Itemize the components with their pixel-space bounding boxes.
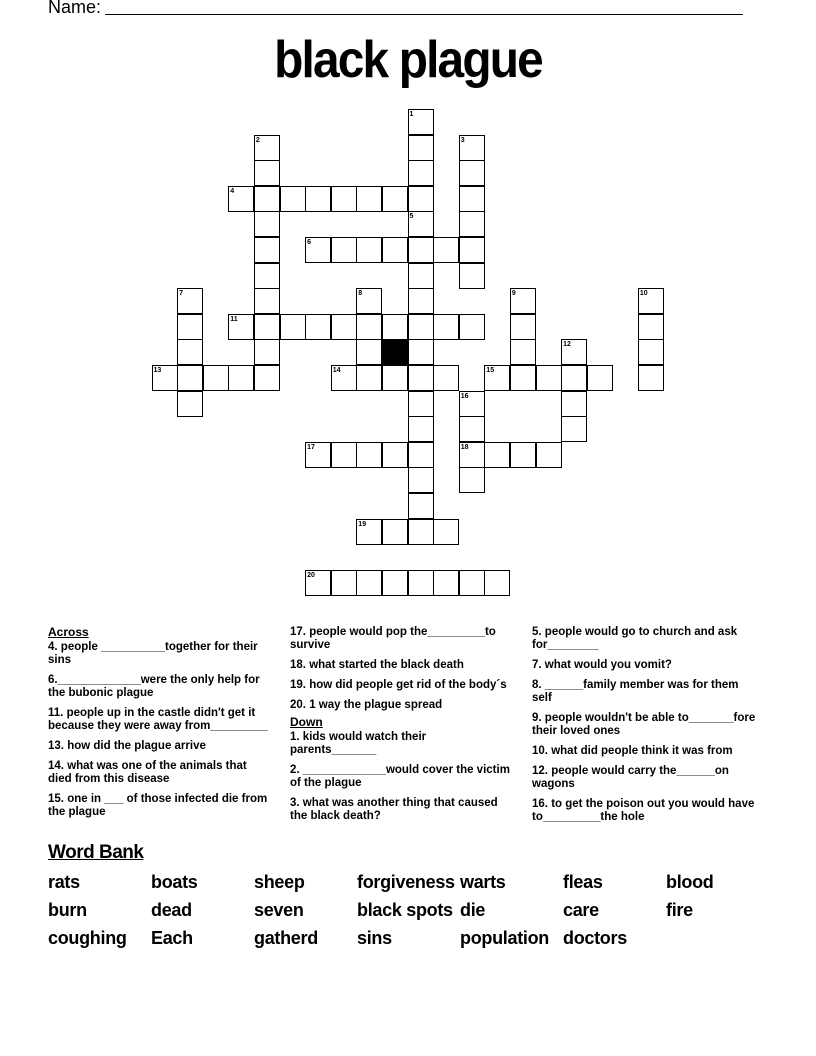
clue-across-18: 18. what started the black death [290,659,464,671]
crossword-cell[interactable] [382,442,408,468]
crossword-cell[interactable] [382,186,408,212]
clue-down-8: 8. ______family member was for them self [532,679,739,704]
word-bank-word: gatherd [254,928,318,948]
crossword-cell[interactable] [510,339,536,365]
crossword-cell[interactable] [408,135,434,161]
crossword-cell[interactable] [561,416,587,442]
crossword-cell[interactable] [459,467,485,493]
crossword-cell[interactable] [356,442,382,468]
crossword-cell[interactable] [459,416,485,442]
crossword-cell[interactable] [203,365,229,391]
crossword-cell[interactable] [408,391,434,417]
word-bank-word: die [460,900,486,920]
across-heading: Across [48,625,89,639]
crossword-cell[interactable] [331,186,357,212]
clue-number: 13 [153,367,162,374]
down-heading: Down [290,715,323,729]
crossword-cell[interactable] [510,365,536,391]
crossword-cell[interactable] [408,519,434,545]
crossword-cell[interactable] [536,365,562,391]
clue-across-6: 6._____________were the only help for the bubonic plague [48,674,260,699]
crossword-cell[interactable] [382,314,408,340]
word-bank-word: population [460,928,549,948]
crossword-cell[interactable] [408,416,434,442]
crossword-cell[interactable] [408,263,434,289]
crossword-cell[interactable] [433,365,459,391]
word-bank-word: fire [666,900,693,920]
crossword-cell[interactable] [638,365,664,391]
word-bank-word: sins [357,928,392,948]
clue-across-20: 20. 1 way the plague spread [290,699,443,711]
clue-number: 6 [307,239,311,246]
word-bank-word: care [563,900,599,920]
crossword-cell[interactable] [408,288,434,314]
crossword-cell[interactable] [408,314,434,340]
crossword-cell[interactable] [356,570,382,596]
clue-down-5: 5. people would go to church and ask for________ [532,626,738,651]
clue-number: 2 [255,136,260,144]
clue-down-3: 3. what was another thing that caused the black death? [290,797,498,822]
clue-across-14: 14. what was one of the animals that died from this disease [48,760,247,785]
crossword-cell[interactable] [638,339,664,365]
word-bank-word: Each [151,928,193,948]
crossword-cell[interactable] [536,442,562,468]
clue-number: 12 [563,341,571,349]
clues-column-2 [290,626,512,830]
crossword-cell[interactable] [254,237,280,263]
crossword-cell[interactable] [459,570,485,596]
crossword-cell[interactable] [356,314,382,340]
clue-number: 17 [307,443,315,451]
crossword-cell[interactable] [587,365,613,391]
clue-across-11: 11. people up in the castle didn't get it because they were away from_________ [48,707,268,732]
clues-column-1 [48,626,270,826]
clue-down-9: 9. people wouldn't be able to_______fore their loved ones [532,712,756,737]
clue-down-2: 2. _____________would cover the victim of the plague [290,764,510,789]
page-title: black plague [274,31,542,89]
crossword-cell[interactable] [331,442,357,468]
crossword-cell[interactable] [433,314,459,340]
clue-across-4: 4. people __________together for their sins [48,641,258,666]
crossword-cell[interactable] [280,314,306,340]
clue-number: 10 [639,290,648,298]
word-bank [48,872,766,950]
clue-number: 19 [358,520,367,528]
clue-number: 20 [307,571,315,579]
clue-across-17: 17. people would pop the_________to survive [290,626,496,651]
crossword-cell[interactable] [408,339,434,365]
clue-number: 9 [511,290,516,298]
word-bank-word: fleas [563,872,603,892]
crossword-cell[interactable] [510,442,536,468]
crossword-cell[interactable] [408,442,434,468]
crossword-cell[interactable] [408,365,434,391]
name-label: Name: [48,0,102,17]
crossword-cell[interactable] [356,237,382,263]
clue-across-19: 19. how did people get rid of the body´s [290,679,507,691]
word-bank-word: rats [48,872,80,892]
word-bank-word: boats [151,872,198,892]
crossword-cell[interactable] [177,339,203,365]
clue-down-10: 10. what did people think it was from [532,745,733,757]
crossword-cell[interactable] [561,365,587,391]
crossword-black-cell [382,339,408,365]
crossword-cell[interactable] [408,160,434,186]
clue-across-15: 15. one in ___ of those infected die from the plague [48,793,268,818]
word-bank-title: Word Bank [48,842,144,863]
clue-number: 4 [230,187,235,195]
crossword-cell[interactable] [356,186,382,212]
clue-number: 14 [332,367,341,374]
word-bank-word: warts [460,872,506,892]
crossword-cell[interactable] [459,263,485,289]
clue-down-7: 7. what would you vomit? [532,659,672,671]
crossword-cell[interactable] [382,570,408,596]
word-bank-word: burn [48,900,87,920]
crossword-cell[interactable] [356,339,382,365]
clue-number: 5 [409,213,414,221]
crossword-cell[interactable] [510,314,536,340]
crossword-cell[interactable] [382,365,408,391]
crossword-cell[interactable] [433,237,459,263]
crossword-cell[interactable] [305,186,331,212]
clue-across-13: 13. how did the plague arrive [48,740,206,752]
word-bank-word: doctors [563,928,627,948]
clues-column-3 [532,626,757,831]
crossword-cell[interactable] [254,314,280,340]
clue-number: 8 [358,290,363,298]
crossword-cell[interactable] [408,237,434,263]
crossword-cell[interactable] [254,263,280,289]
word-bank-word: forgiveness [357,872,455,892]
crossword-cell[interactable] [254,211,280,237]
crossword-cell[interactable] [331,570,357,596]
crossword-cell[interactable] [280,186,306,212]
word-bank-word: blood [666,872,714,892]
crossword-cell[interactable] [459,186,485,212]
clue-number: 16 [460,392,469,400]
crossword-cell[interactable] [459,160,485,186]
crossword-cell[interactable] [484,442,510,468]
crossword-cell[interactable] [638,314,664,340]
crossword-cell[interactable] [382,237,408,263]
crossword-cell[interactable] [459,314,485,340]
clue-number: 1 [409,111,414,118]
crossword-cell[interactable] [254,186,280,212]
clue-number: 15 [486,367,495,374]
crossword-cell[interactable] [177,391,203,417]
clue-down-1: 1. kids would watch their parents_______ [290,731,427,756]
clue-down-16: 16. to get the poison out you would have to_________the hole [532,798,755,823]
crossword-cell[interactable] [177,365,203,391]
clue-number: 18 [460,443,469,451]
crossword-cell[interactable] [177,314,203,340]
clue-down-12: 12. people would carry the______on wagons [532,765,729,790]
crossword-cell[interactable] [484,570,510,596]
crossword-cell[interactable] [254,339,280,365]
crossword-cell[interactable] [433,570,459,596]
word-bank-word: coughing [48,928,127,948]
crossword-cell[interactable] [408,570,434,596]
crossword-cell[interactable] [228,365,254,391]
clue-number: 11 [230,315,238,323]
crossword-cell[interactable] [356,365,382,391]
crossword-cell[interactable] [305,314,331,340]
crossword-cell[interactable] [382,519,408,545]
word-bank-word: sheep [254,872,305,892]
crossword-cell[interactable] [408,493,434,519]
crossword-cell[interactable] [408,467,434,493]
word-bank-word: seven [254,900,304,920]
crossword-cell[interactable] [254,288,280,314]
crossword-cell[interactable] [331,237,357,263]
crossword-cell[interactable] [561,391,587,417]
clue-number: 3 [460,136,465,144]
crossword-cell[interactable] [254,365,280,391]
crossword-cell[interactable] [459,211,485,237]
word-bank-word: dead [151,900,192,920]
crossword-cell[interactable] [254,160,280,186]
clue-number: 7 [179,290,183,298]
crossword-cell[interactable] [459,237,485,263]
word-bank-word: black spots [357,900,453,920]
crossword-cell[interactable] [433,519,459,545]
crossword-cell[interactable] [408,186,434,212]
crossword-cell[interactable] [331,314,357,340]
